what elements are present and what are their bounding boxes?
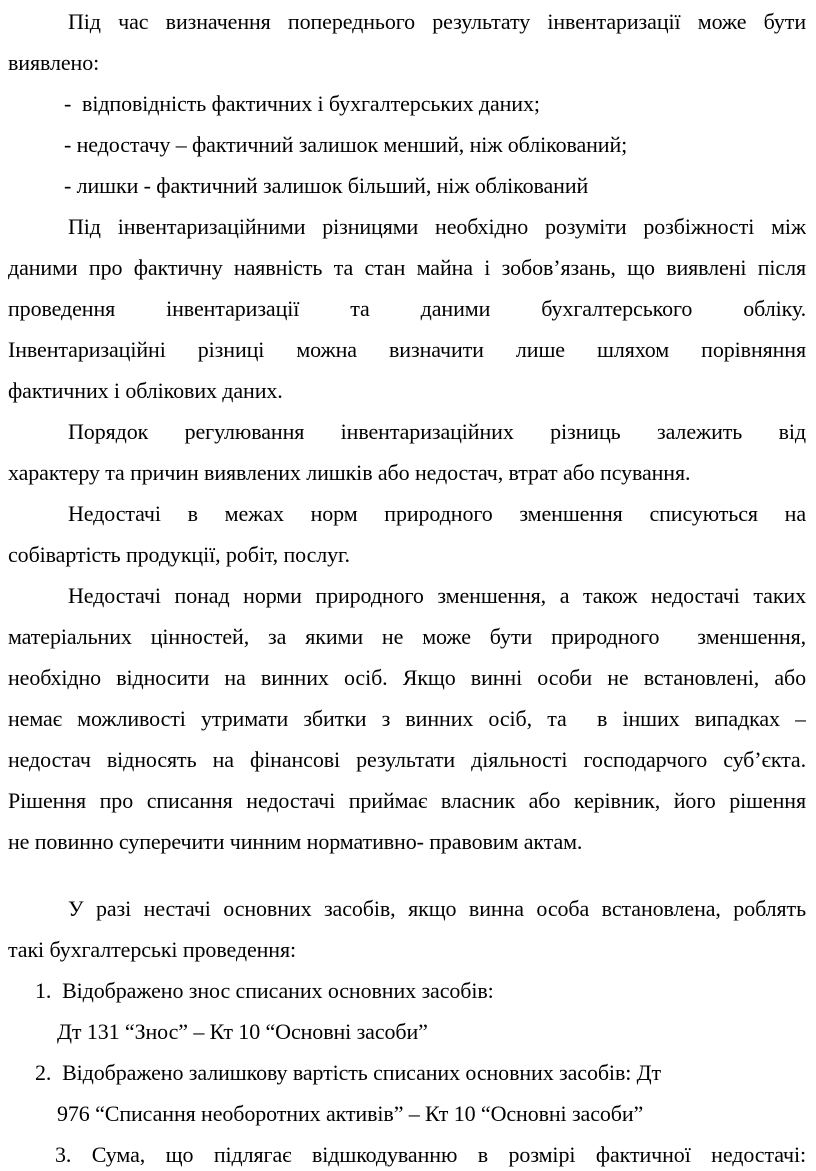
text-line: проведення інвентаризації та даними бухгалтерського обліку. bbox=[8, 296, 806, 321]
text-line: Недостачі понад норми природного зменшення, а також недостачі таких bbox=[68, 583, 806, 608]
text-line: характеру та причин виявлених лишків або недостач, втрат або псування. bbox=[8, 460, 691, 485]
text-line: Дт 131 “Знос” – Кт 10 “Основні засоби” bbox=[57, 1019, 428, 1044]
text-line: фактичних і облікових даних. bbox=[8, 378, 283, 403]
text-line: Рішення про списання недостачі приймає власник або керівник, його рішення bbox=[8, 788, 806, 813]
text-line: даними про фактичну наявність та стан майна і зобов’язань, що виявлені після bbox=[8, 255, 806, 280]
text-line: Недостачі в межах норм природного зменшення списуються на bbox=[68, 501, 806, 526]
text-line: У разі нестачі основних засобів, якщо винна особа встановлена, роблять bbox=[68, 896, 806, 921]
text-line: виявлено: bbox=[8, 50, 100, 75]
text-line: Під час визначення попереднього результату інвентаризації може бути bbox=[68, 9, 806, 34]
text-line: 1. Відображено знос списаних основних засобів: bbox=[35, 978, 494, 1003]
text-line: Порядок регулювання інвентаризаційних різниць залежить від bbox=[68, 419, 806, 444]
text-line: такі бухгалтерські проведення: bbox=[8, 937, 296, 962]
text-line: Під інвентаризаційними різницями необхідно розуміти розбіжності між bbox=[68, 214, 806, 239]
document-body bbox=[8, 1, 806, 1171]
text-line: - недостачу – фактичний залишок менший, ніж облікований; bbox=[64, 132, 628, 157]
text-line: немає можливості утримати збитки з винних осіб, та в інших випадках – bbox=[8, 706, 806, 731]
text-line: - лишки - фактичний залишок більший, ніж облікований bbox=[64, 173, 589, 198]
text-line: необхідно відносити на винних осіб. Якщо винні особи не встановлені, або bbox=[8, 665, 806, 690]
text-line: не повинно суперечити чинним нормативно- правовим актам. bbox=[8, 829, 583, 854]
text-line: матеріальних цінностей, за якими не може бути природного зменшення, bbox=[8, 624, 806, 649]
text-line: собівартість продукції, робіт, послуг. bbox=[8, 542, 350, 567]
text-line: 2. Відображено залишкову вартість списаних основних засобів: Дт bbox=[35, 1060, 662, 1085]
text-line: 3. Сума, що підлягає відшкодуванню в розмірі фактичної недостачі: bbox=[55, 1142, 806, 1167]
text-line: - відповідність фактичних і бухгалтерських даних; bbox=[64, 91, 540, 116]
text-line: недостач відносять на фінансові результати діяльності господарчого суб’єкта. bbox=[8, 747, 806, 772]
text-line: Інвентаризаційні різниці можна визначити лише шляхом порівняння bbox=[8, 337, 806, 362]
text-line: 976 “Списання необоротних активів” – Кт 10 “Основні засоби” bbox=[57, 1101, 644, 1126]
